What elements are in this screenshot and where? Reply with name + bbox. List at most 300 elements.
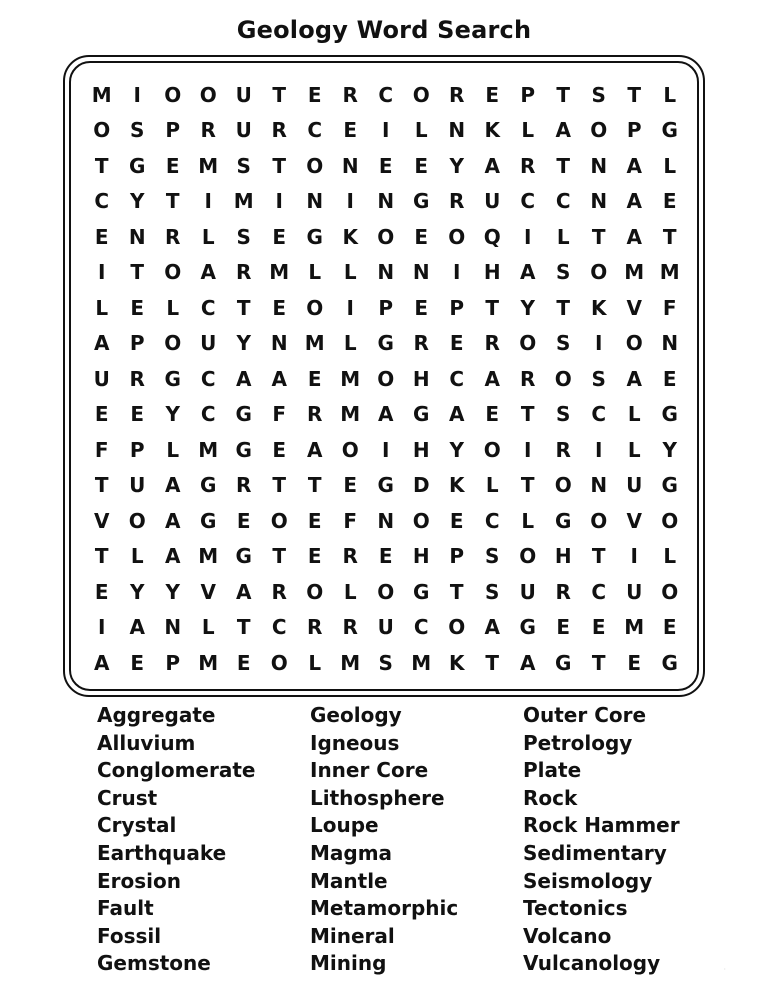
grid-letter[interactable]: T: [307, 473, 322, 498]
grid-letter[interactable]: L: [201, 224, 215, 249]
grid-letter[interactable]: T: [272, 82, 287, 107]
grid-letter[interactable]: T: [272, 544, 287, 569]
grid-letter[interactable]: R: [555, 579, 571, 604]
grid-letter[interactable]: C: [520, 189, 536, 214]
grid-letter[interactable]: A: [484, 366, 500, 391]
grid-letter[interactable]: O: [199, 82, 217, 107]
grid-letter[interactable]: O: [554, 366, 572, 391]
grid-letter[interactable]: M: [340, 650, 361, 675]
grid-letter[interactable]: S: [236, 224, 251, 249]
grid-letter[interactable]: G: [661, 650, 678, 675]
grid-letter[interactable]: H: [412, 437, 430, 462]
grid-letter[interactable]: S: [556, 402, 571, 427]
grid-letter[interactable]: E: [662, 615, 677, 640]
grid-letter[interactable]: E: [307, 544, 322, 569]
grid-letter[interactable]: P: [165, 118, 181, 143]
grid-letter[interactable]: G: [235, 544, 252, 569]
grid-letter[interactable]: E: [485, 402, 500, 427]
grid-letter[interactable]: G: [200, 508, 217, 533]
grid-letter[interactable]: A: [520, 260, 536, 285]
grid-letter[interactable]: E: [343, 118, 358, 143]
grid-letter[interactable]: K: [484, 118, 500, 143]
word-list-item: Erosion: [97, 868, 182, 893]
word-list-item: Sedimentary: [523, 840, 667, 865]
grid-letter[interactable]: A: [94, 331, 110, 356]
grid-letter[interactable]: R: [342, 544, 358, 569]
grid-letter[interactable]: D: [412, 473, 430, 498]
grid-letter[interactable]: S: [591, 82, 606, 107]
grid-letter[interactable]: T: [485, 295, 500, 320]
grid-letter[interactable]: R: [165, 224, 181, 249]
grid-letter[interactable]: L: [521, 508, 535, 533]
grid-letter[interactable]: U: [626, 579, 643, 604]
grid-letter[interactable]: O: [341, 437, 359, 462]
grid-letter[interactable]: M: [304, 331, 325, 356]
grid-letter[interactable]: T: [520, 473, 535, 498]
grid-letter[interactable]: E: [272, 295, 287, 320]
grid-letter[interactable]: A: [236, 579, 252, 604]
grid-letter[interactable]: C: [413, 615, 429, 640]
grid-letter[interactable]: C: [307, 118, 323, 143]
grid-letter[interactable]: C: [271, 615, 287, 640]
grid-letter[interactable]: K: [449, 650, 465, 675]
grid-letter[interactable]: T: [94, 153, 109, 178]
grid-letter[interactable]: T: [591, 650, 606, 675]
grid-letter[interactable]: P: [165, 650, 181, 675]
word-list-item: Fault: [97, 896, 154, 921]
grid-letter[interactable]: R: [342, 615, 358, 640]
grid-letter[interactable]: O: [554, 473, 572, 498]
grid-letter[interactable]: A: [484, 153, 500, 178]
grid-letter[interactable]: O: [412, 82, 430, 107]
grid-letter[interactable]: T: [485, 650, 500, 675]
grid-letter[interactable]: T: [627, 82, 642, 107]
grid-letter[interactable]: Y: [662, 437, 677, 462]
grid-letter[interactable]: K: [591, 295, 607, 320]
grid-letter[interactable]: O: [306, 153, 324, 178]
grid-letter[interactable]: R: [307, 402, 323, 427]
grid-letter[interactable]: Y: [165, 402, 180, 427]
grid-letter[interactable]: G: [413, 402, 430, 427]
grid-letter[interactable]: M: [340, 366, 361, 391]
grid-letter[interactable]: L: [414, 118, 428, 143]
grid-letter[interactable]: C: [591, 579, 607, 604]
grid-letter[interactable]: I: [98, 260, 106, 285]
grid-letter[interactable]: A: [200, 260, 216, 285]
grid-letter[interactable]: A: [626, 189, 642, 214]
grid-letter[interactable]: G: [661, 402, 678, 427]
grid-letter[interactable]: I: [382, 118, 390, 143]
grid-letter[interactable]: T: [591, 544, 606, 569]
grid-letter[interactable]: N: [341, 153, 359, 178]
grid-letter[interactable]: E: [378, 544, 393, 569]
grid-letter[interactable]: R: [413, 331, 429, 356]
grid-letter[interactable]: Q: [483, 224, 501, 249]
grid-letter[interactable]: E: [414, 153, 429, 178]
grid-letter[interactable]: K: [449, 473, 465, 498]
grid-letter[interactable]: I: [524, 437, 532, 462]
grid-letter[interactable]: T: [591, 224, 606, 249]
grid-letter[interactable]: F: [343, 508, 358, 533]
grid-letter[interactable]: E: [556, 615, 571, 640]
grid-letter[interactable]: P: [626, 118, 642, 143]
grid-letter[interactable]: A: [626, 366, 642, 391]
grid-letter[interactable]: O: [519, 544, 537, 569]
grid-letter[interactable]: O: [164, 82, 182, 107]
watermark: ·: [723, 965, 726, 974]
grid-letter[interactable]: E: [272, 437, 287, 462]
grid-letter[interactable]: O: [590, 508, 608, 533]
grid-letter[interactable]: P: [129, 437, 145, 462]
grid-letter[interactable]: M: [269, 260, 290, 285]
word-list-item: Mantle: [310, 868, 388, 893]
grid-letter[interactable]: A: [378, 402, 394, 427]
grid-letter[interactable]: R: [449, 82, 465, 107]
grid-letter[interactable]: R: [520, 153, 536, 178]
grid-letter[interactable]: G: [555, 508, 572, 533]
grid-letter[interactable]: M: [233, 189, 254, 214]
grid-letter[interactable]: L: [95, 295, 109, 320]
grid-letter[interactable]: H: [412, 544, 430, 569]
grid-letter[interactable]: E: [414, 224, 429, 249]
grid-letter[interactable]: P: [449, 544, 465, 569]
grid-letter[interactable]: R: [200, 118, 216, 143]
grid-letter[interactable]: T: [272, 473, 287, 498]
grid-letter[interactable]: S: [236, 153, 251, 178]
grid-letter[interactable]: L: [663, 544, 677, 569]
grid-letter[interactable]: E: [485, 82, 500, 107]
grid-letter[interactable]: E: [236, 650, 251, 675]
grid-letter[interactable]: C: [449, 366, 465, 391]
grid-letter[interactable]: T: [236, 615, 251, 640]
grid-letter[interactable]: O: [164, 331, 182, 356]
grid-letter[interactable]: C: [484, 508, 500, 533]
grid-letter[interactable]: M: [198, 544, 219, 569]
grid-letter[interactable]: L: [201, 615, 215, 640]
grid-letter[interactable]: O: [270, 650, 288, 675]
grid-letter[interactable]: U: [129, 473, 146, 498]
grid-letter[interactable]: O: [483, 437, 501, 462]
grid-letter[interactable]: N: [377, 189, 395, 214]
grid-letter[interactable]: E: [414, 295, 429, 320]
grid-letter[interactable]: C: [378, 82, 394, 107]
grid-letter[interactable]: Y: [236, 331, 251, 356]
grid-letter[interactable]: E: [307, 508, 322, 533]
grid-letter[interactable]: A: [626, 153, 642, 178]
grid-letter[interactable]: S: [485, 544, 500, 569]
grid-letter[interactable]: E: [591, 615, 606, 640]
grid-letter[interactable]: N: [164, 615, 182, 640]
grid-letter[interactable]: I: [98, 615, 106, 640]
grid-letter[interactable]: U: [200, 331, 217, 356]
grid-letter[interactable]: E: [236, 508, 251, 533]
grid-letter[interactable]: O: [661, 579, 679, 604]
grid-letter[interactable]: E: [94, 224, 109, 249]
grid-letter[interactable]: A: [165, 508, 181, 533]
grid-letter[interactable]: H: [412, 366, 430, 391]
grid-letter[interactable]: O: [590, 118, 608, 143]
grid-letter[interactable]: O: [306, 579, 324, 604]
grid-letter[interactable]: E: [662, 366, 677, 391]
grid-letter[interactable]: O: [164, 260, 182, 285]
grid-letter[interactable]: K: [342, 224, 358, 249]
grid-letter[interactable]: T: [520, 402, 535, 427]
grid-letter[interactable]: T: [94, 473, 109, 498]
grid-letter[interactable]: R: [484, 331, 500, 356]
grid-letter[interactable]: L: [343, 331, 357, 356]
grid-letter[interactable]: V: [94, 508, 110, 533]
grid-letter[interactable]: Y: [449, 437, 464, 462]
grid-letter[interactable]: I: [204, 189, 212, 214]
grid-letter[interactable]: S: [556, 331, 571, 356]
grid-letter[interactable]: N: [590, 153, 608, 178]
grid-letter[interactable]: A: [449, 402, 465, 427]
grid-letter[interactable]: R: [342, 82, 358, 107]
grid-letter[interactable]: A: [94, 650, 110, 675]
grid-letter[interactable]: E: [378, 153, 393, 178]
grid-letter[interactable]: U: [235, 82, 252, 107]
grid-letter[interactable]: G: [413, 579, 430, 604]
grid-letter[interactable]: A: [236, 366, 252, 391]
grid-letter[interactable]: C: [94, 189, 110, 214]
grid-letter[interactable]: O: [377, 224, 395, 249]
grid-letter[interactable]: E: [130, 295, 145, 320]
grid-letter[interactable]: G: [555, 650, 572, 675]
grid-letter[interactable]: R: [271, 579, 287, 604]
grid-letter[interactable]: A: [520, 650, 536, 675]
grid-letter[interactable]: R: [129, 366, 145, 391]
word-list-item: Geology: [310, 703, 402, 727]
grid-letter[interactable]: L: [308, 650, 322, 675]
grid-letter[interactable]: S: [591, 366, 606, 391]
grid-letter[interactable]: L: [343, 579, 357, 604]
grid-letter[interactable]: G: [413, 189, 430, 214]
grid-letter[interactable]: T: [662, 224, 677, 249]
grid-letter[interactable]: C: [591, 402, 607, 427]
grid-letter[interactable]: S: [485, 579, 500, 604]
grid-letter[interactable]: I: [595, 437, 603, 462]
grid-letter[interactable]: O: [661, 508, 679, 533]
grid-letter[interactable]: M: [411, 650, 432, 675]
grid-letter[interactable]: M: [198, 437, 219, 462]
grid-letter[interactable]: S: [556, 260, 571, 285]
grid-letter[interactable]: L: [627, 402, 641, 427]
grid-letter[interactable]: C: [555, 189, 571, 214]
grid-letter[interactable]: O: [448, 615, 466, 640]
grid-letter[interactable]: T: [272, 153, 287, 178]
grid-letter[interactable]: G: [519, 615, 536, 640]
grid-letter[interactable]: I: [346, 189, 354, 214]
grid-letter[interactable]: M: [91, 82, 112, 107]
grid-letter[interactable]: U: [519, 579, 536, 604]
grid-letter[interactable]: T: [449, 579, 464, 604]
grid-letter[interactable]: R: [307, 615, 323, 640]
grid-letter[interactable]: E: [94, 402, 109, 427]
grid-letter[interactable]: G: [164, 366, 181, 391]
grid-letter[interactable]: G: [377, 473, 394, 498]
grid-letter[interactable]: I: [453, 260, 461, 285]
grid-letter[interactable]: A: [165, 544, 181, 569]
grid-letter[interactable]: E: [627, 650, 642, 675]
grid-letter[interactable]: O: [377, 579, 395, 604]
grid-letter[interactable]: R: [271, 118, 287, 143]
grid-letter[interactable]: H: [483, 260, 501, 285]
grid-letter[interactable]: O: [270, 508, 288, 533]
grid-letter[interactable]: O: [519, 331, 537, 356]
grid-letter[interactable]: L: [556, 224, 570, 249]
grid-letter[interactable]: G: [129, 153, 146, 178]
grid-letter[interactable]: F: [272, 402, 287, 427]
grid-letter[interactable]: R: [520, 366, 536, 391]
grid-letter[interactable]: H: [554, 544, 572, 569]
grid-letter[interactable]: M: [624, 615, 645, 640]
grid-letter[interactable]: S: [130, 118, 145, 143]
grid-letter[interactable]: E: [449, 331, 464, 356]
grid-letter[interactable]: P: [449, 295, 465, 320]
grid-letter[interactable]: L: [521, 118, 535, 143]
grid-letter[interactable]: L: [663, 153, 677, 178]
grid-letter[interactable]: O: [377, 366, 395, 391]
grid-letter[interactable]: O: [128, 508, 146, 533]
grid-letter[interactable]: A: [165, 473, 181, 498]
grid-letter[interactable]: Y: [130, 579, 145, 604]
grid-letter[interactable]: I: [382, 437, 390, 462]
grid-letter[interactable]: L: [627, 437, 641, 462]
grid-letter[interactable]: R: [236, 473, 252, 498]
grid-letter[interactable]: N: [412, 260, 430, 285]
grid-letter[interactable]: Y: [130, 189, 145, 214]
grid-letter[interactable]: T: [556, 153, 571, 178]
grid-letter[interactable]: U: [626, 473, 643, 498]
grid-letter[interactable]: G: [377, 331, 394, 356]
grid-letter[interactable]: Y: [520, 295, 535, 320]
grid-letter[interactable]: O: [412, 508, 430, 533]
grid-letter[interactable]: E: [449, 508, 464, 533]
grid-letter[interactable]: G: [661, 473, 678, 498]
grid-letter[interactable]: M: [624, 260, 645, 285]
grid-letter[interactable]: N: [661, 331, 679, 356]
grid-letter[interactable]: U: [484, 189, 501, 214]
grid-letter[interactable]: I: [133, 82, 141, 107]
grid-letter[interactable]: T: [556, 82, 571, 107]
grid-letter[interactable]: E: [165, 153, 180, 178]
grid-letter[interactable]: N: [270, 331, 288, 356]
grid-letter[interactable]: V: [200, 579, 216, 604]
word-list-item: Vulcanology: [523, 951, 661, 976]
grid-letter[interactable]: R: [555, 437, 571, 462]
grid-letter[interactable]: V: [626, 508, 642, 533]
grid-letter[interactable]: O: [590, 260, 608, 285]
grid-letter[interactable]: N: [377, 508, 395, 533]
grid-letter[interactable]: L: [343, 260, 357, 285]
grid-letter[interactable]: O: [306, 295, 324, 320]
grid-letter[interactable]: N: [306, 189, 324, 214]
grid-letter[interactable]: O: [448, 224, 466, 249]
grid-letter[interactable]: I: [595, 331, 603, 356]
grid-letter[interactable]: E: [307, 366, 322, 391]
grid-letter[interactable]: F: [94, 437, 109, 462]
grid-letter[interactable]: S: [378, 650, 393, 675]
grid-letter[interactable]: L: [166, 437, 180, 462]
grid-letter[interactable]: I: [630, 544, 638, 569]
grid-letter[interactable]: A: [555, 118, 571, 143]
grid-letter[interactable]: E: [94, 579, 109, 604]
grid-letter[interactable]: C: [200, 402, 216, 427]
grid-letter[interactable]: F: [662, 295, 677, 320]
grid-letter[interactable]: T: [130, 260, 145, 285]
grid-letter[interactable]: M: [198, 650, 219, 675]
grid-letter[interactable]: T: [94, 544, 109, 569]
grid-letter[interactable]: T: [556, 295, 571, 320]
grid-letter[interactable]: I: [524, 224, 532, 249]
grid-letter[interactable]: M: [340, 402, 361, 427]
grid-letter[interactable]: O: [93, 118, 111, 143]
grid-letter[interactable]: E: [343, 473, 358, 498]
grid-letter[interactable]: C: [200, 295, 216, 320]
grid-letter[interactable]: N: [448, 118, 466, 143]
word-list-item: Alluvium: [97, 730, 196, 755]
grid-letter[interactable]: P: [520, 82, 536, 107]
grid-letter[interactable]: C: [200, 366, 216, 391]
grid-letter[interactable]: E: [130, 402, 145, 427]
grid-letter[interactable]: M: [198, 153, 219, 178]
grid-letter[interactable]: R: [449, 189, 465, 214]
grid-letter[interactable]: G: [235, 402, 252, 427]
word-list-item: Crust: [97, 785, 158, 810]
grid-letter[interactable]: N: [377, 260, 395, 285]
grid-letter[interactable]: U: [235, 118, 252, 143]
grid-letter[interactable]: E: [662, 189, 677, 214]
grid-letter[interactable]: L: [166, 295, 180, 320]
grid-letter[interactable]: T: [165, 189, 180, 214]
grid-letter[interactable]: V: [626, 295, 642, 320]
grid-letter[interactable]: R: [236, 260, 252, 285]
grid-letter[interactable]: G: [200, 473, 217, 498]
grid-letter[interactable]: E: [130, 650, 145, 675]
grid-letter[interactable]: Y: [449, 153, 464, 178]
grid-letter[interactable]: N: [590, 473, 608, 498]
grid-letter[interactable]: O: [625, 331, 643, 356]
grid-letter[interactable]: L: [308, 260, 322, 285]
grid-letter[interactable]: I: [275, 189, 283, 214]
grid-letter[interactable]: G: [235, 437, 252, 462]
grid-letter[interactable]: A: [484, 615, 500, 640]
grid-letter[interactable]: E: [307, 82, 322, 107]
grid-letter[interactable]: G: [306, 224, 323, 249]
word-list-item: Lithosphere: [310, 785, 445, 810]
grid-letter[interactable]: P: [129, 331, 145, 356]
grid-letter[interactable]: L: [485, 473, 499, 498]
grid-letter[interactable]: E: [272, 224, 287, 249]
grid-letter[interactable]: N: [590, 189, 608, 214]
grid-letter[interactable]: G: [661, 118, 678, 143]
grid-letter[interactable]: L: [130, 544, 144, 569]
grid-letter[interactable]: P: [378, 295, 394, 320]
grid-letter[interactable]: Y: [165, 579, 180, 604]
grid-letter[interactable]: I: [346, 295, 354, 320]
grid-letter[interactable]: N: [128, 224, 146, 249]
grid-letter[interactable]: M: [659, 260, 680, 285]
grid-letter[interactable]: A: [271, 366, 287, 391]
grid-letter[interactable]: A: [129, 615, 145, 640]
grid-letter[interactable]: A: [626, 224, 642, 249]
grid-letter[interactable]: T: [236, 295, 251, 320]
grid-letter[interactable]: U: [377, 615, 394, 640]
grid-letter[interactable]: L: [663, 82, 677, 107]
word-list-item: Petrology: [523, 730, 633, 755]
grid-letter[interactable]: A: [307, 437, 323, 462]
grid-letter[interactable]: U: [93, 366, 110, 391]
